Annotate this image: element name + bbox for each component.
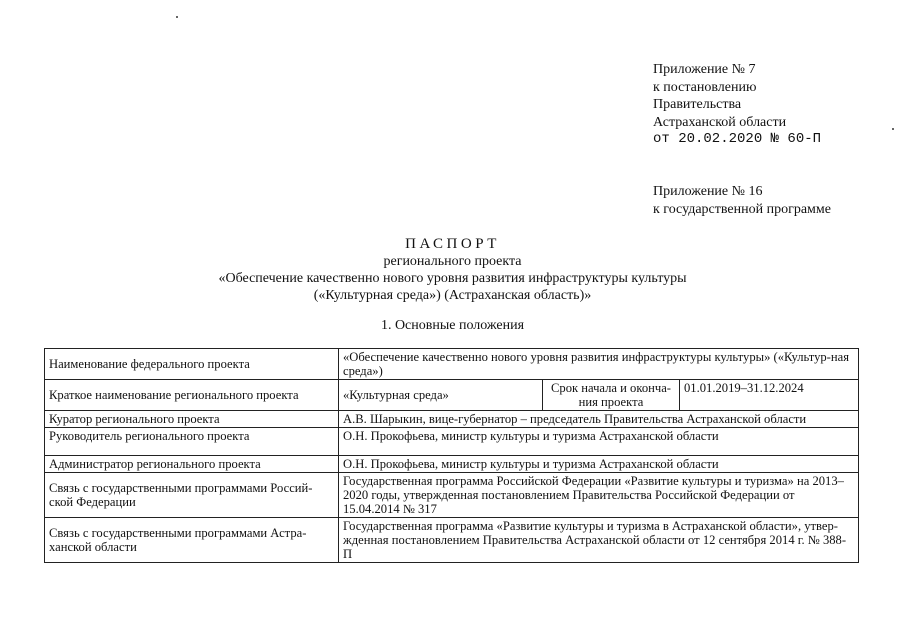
section-title: 1. Основные положения bbox=[380, 318, 525, 333]
passport-heading: ПАСПОРТ bbox=[405, 236, 500, 252]
table-row bbox=[45, 428, 859, 456]
row-label: Связь с государственными программами Астра-ханской области bbox=[45, 518, 339, 563]
row-value: О.Н. Прокофьева, министр культуры и туризма Астраханской области bbox=[339, 456, 859, 473]
appendix-16-line: Приложение № 16 bbox=[653, 184, 763, 199]
row-value: «Обеспечение качественно нового уровня развития инфраструктуры культуры» («Культур-ная среда») bbox=[339, 349, 859, 380]
duration-value: 01.01.2019–31.12.2024 bbox=[680, 380, 859, 411]
row-label: Руководитель регионального проекта bbox=[45, 428, 339, 456]
row-label: Наименование федерального проекта bbox=[45, 349, 339, 380]
table-row bbox=[45, 473, 859, 518]
duration-label: Срок начала и оконча-ния проекта bbox=[543, 380, 680, 411]
table-row bbox=[45, 456, 859, 473]
appendix-7-block bbox=[653, 61, 821, 149]
table-row bbox=[45, 380, 859, 411]
appendix-7-line: Правительства bbox=[653, 97, 742, 112]
row-label: Краткое наименование регионального проекта bbox=[45, 380, 339, 411]
row-label: Администратор регионального проекта bbox=[45, 456, 339, 473]
row-value: Государственная программа «Развитие культуры и туризма в Астраханской области», утвер-жденная постановлением Правительства Астраханской области от 12 сентября 2014 г. № 388-П bbox=[339, 518, 859, 563]
appendix-7-line: Приложение № 7 bbox=[653, 62, 756, 77]
title-line: («Культурная среда») (Астраханская область)» bbox=[313, 288, 592, 303]
row-label: Связь с государственными программами Россий-ской Федерации bbox=[45, 473, 339, 518]
row-value: О.Н. Прокофьева, министр культуры и туризма Астраханской области bbox=[339, 428, 859, 456]
appendix-16-block bbox=[653, 183, 831, 218]
table-row bbox=[45, 518, 859, 563]
appendix-16-line: к государственной программе bbox=[653, 201, 831, 217]
title-line: «Обеспечение качественно нового уровня развития инфраструктуры культуры bbox=[218, 271, 687, 286]
title-line: регионального проекта bbox=[383, 254, 522, 269]
appendix-7-line: Астраханской области bbox=[653, 114, 787, 130]
table-row bbox=[45, 411, 859, 428]
passport-table bbox=[44, 348, 859, 563]
appendix-7-date-line: от 20.02.2020 № 60-П bbox=[653, 131, 822, 147]
row-value: Государственная программа Российской Федерации «Развитие культуры и туризма» на 2013–2020 годы, утвержденная постановлением Правительства Российской Федерации от 15.04.2014 № 317 bbox=[339, 473, 859, 518]
row-label: Куратор регионального проекта bbox=[45, 411, 339, 428]
row-value: «Культурная среда» bbox=[339, 380, 543, 411]
table-row bbox=[45, 349, 859, 380]
appendix-7-line: к постановлению bbox=[653, 79, 757, 95]
row-value: А.В. Шарыкин, вице-губернатор – председатель Правительства Астраханской области bbox=[339, 411, 859, 428]
passport-title-block bbox=[0, 236, 905, 304]
